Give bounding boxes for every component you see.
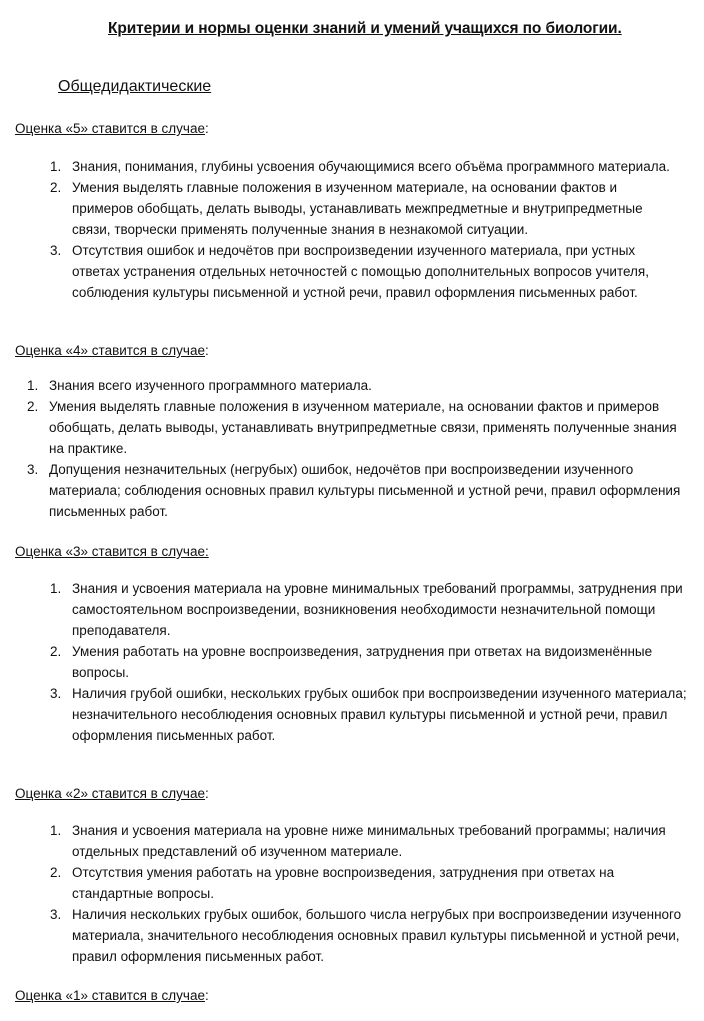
list-item: 1. Знания всего изученного программного материала. — [27, 378, 372, 393]
list-item: 1. Знания и усвоения материала на уровне минимальных требований программы, затруднения при самостоятельном воспроизведении, возникновения необходимости незначительной помощи преподавателя. — [50, 581, 683, 638]
list-item: 2. Умения выделять главные положения в изученном материале, на основании фактов и примеров обобщать, делать выводы, устанавливать межпредметные и внутрипредметные связи, творчески применять полученные знания в незнакомой ситуации. — [50, 180, 643, 237]
list-item: 3. Наличия нескольких грубых ошибок, большого числа негрубых при воспроизведении изученного материала, значительного несоблюдения основных правил культуры письменной и устной речи, правил оформления письменных работ. — [50, 907, 682, 964]
criteria-list-grade-3 — [50, 578, 687, 746]
section-heading-grade-3: Оценка «3» ставится в случае: — [15, 544, 209, 559]
section-heading-grade-5: Оценка «5» ставится в случае: — [15, 121, 209, 136]
list-item: 1. Знания, понимания, глубины усвоения обучающимися всего объёма программного материала. — [50, 159, 670, 174]
list-item: 1. Знания и усвоения материала на уровне ниже минимальных требований программы; наличия отдельных представлений об изученном материале. — [50, 823, 666, 859]
section-heading-grade-1: Оценка «1» ставится в случае: — [15, 988, 209, 1003]
section-heading-grade-4: Оценка «4» ставится в случае: — [15, 343, 209, 358]
list-item: 3. Наличия грубой ошибки, нескольких грубых ошибок при воспроизведении изученного материала; незначительного несоблюдения основных правил культуры письменной и устной речи, правил оформления письменных работ. — [50, 686, 687, 743]
section-heading-grade-2: Оценка «2» ставится в случае: — [15, 786, 209, 801]
criteria-list-grade-5 — [50, 156, 682, 303]
list-item: 2. Умения выделять главные положения в изученном материале, на основании фактов и примеров обобщать, делать выводы, устанавливать внутрипредметные связи, применять полученные знания на практике. — [27, 399, 677, 456]
list-item: 2. Отсутствия умения работать на уровне воспроизведения, затруднения при ответах на стандартные вопросы. — [50, 865, 615, 901]
criteria-list-grade-2 — [50, 820, 690, 967]
criteria-list-grade-4 — [27, 375, 689, 522]
list-item: 3. Отсутствия ошибок и недочётов при воспроизведении изученного материала, при устных ответах устранения отдельных неточностей с помощью дополнительных вопросов учителя, соблюдения культуры письменной и устной речи, правил оформления письменных работ. — [50, 243, 649, 300]
document-title: Критерии и нормы оценки знаний и умений учащихся по биологии. — [108, 20, 622, 37]
list-item: 3. Допущения незначительных (негрубых) ошибок, недочётов при воспроизведении изученного материала; соблюдения основных правил культуры письменной и устной речи, правил оформления письменных работ. — [27, 462, 681, 519]
list-item: 2. Умения работать на уровне воспроизведения, затруднения при ответах на видоизменённые вопросы. — [50, 644, 653, 680]
document-subtitle: Общедидактические — [58, 78, 212, 95]
